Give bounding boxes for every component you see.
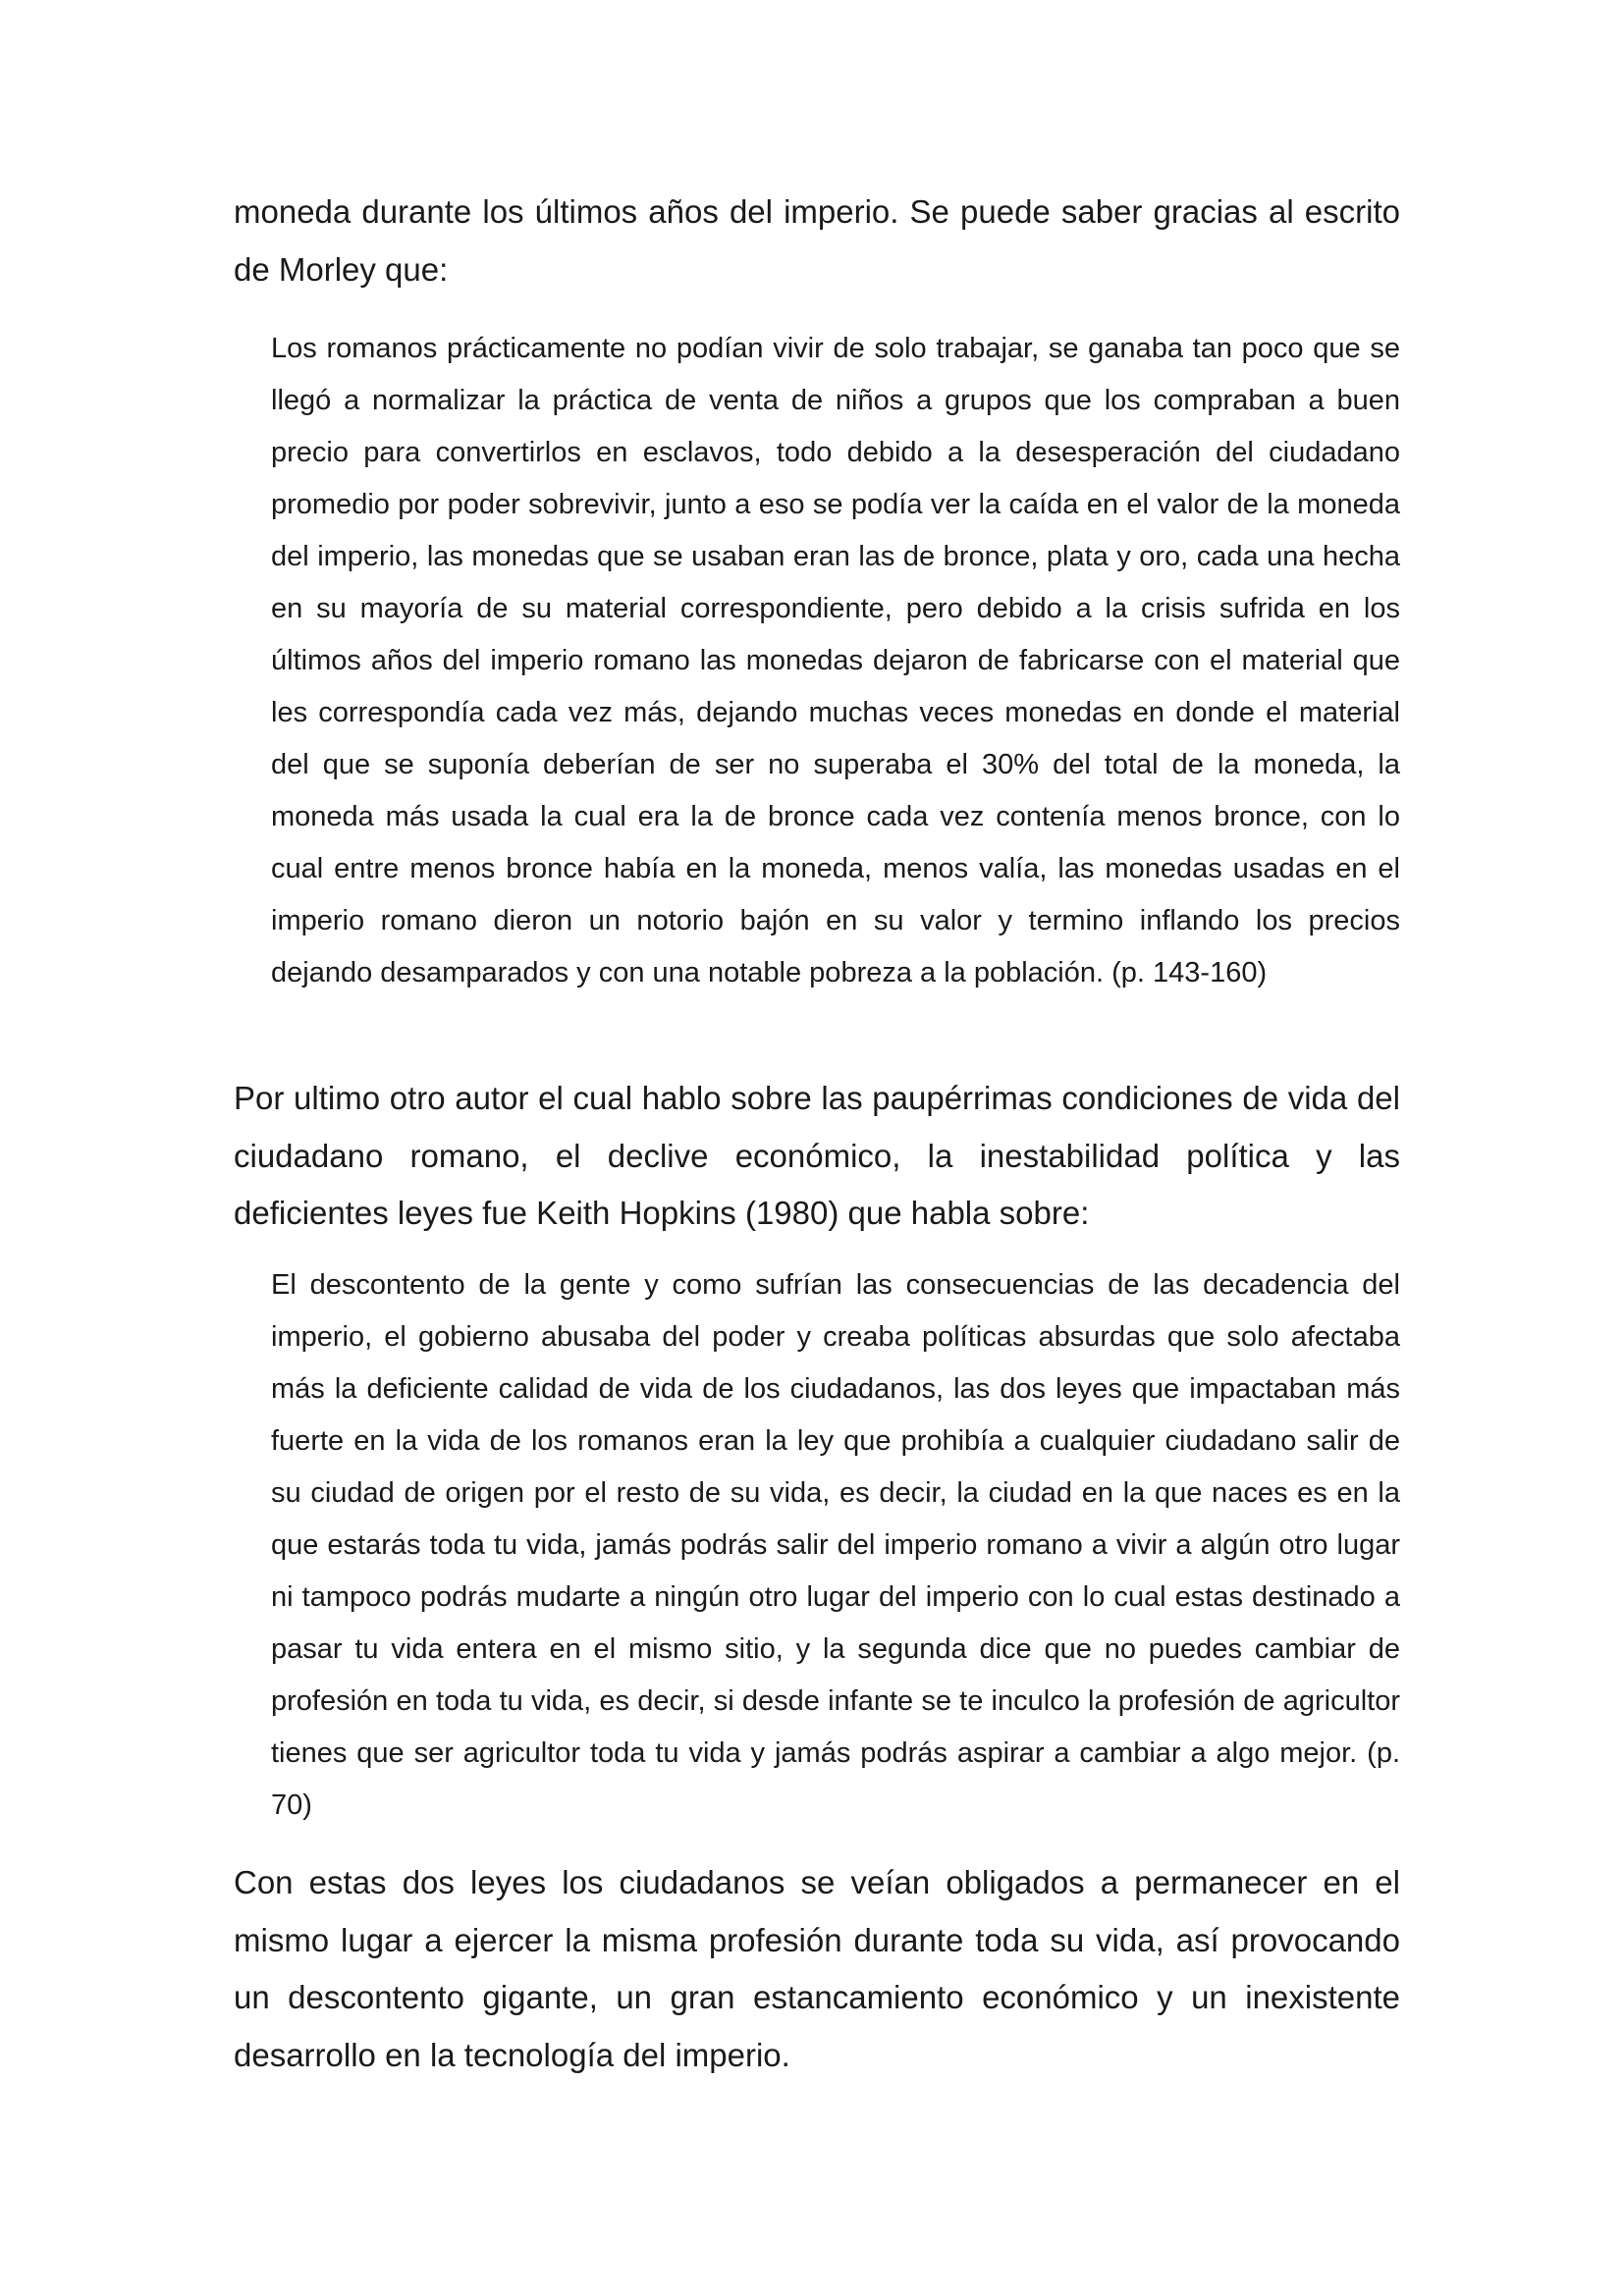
body-paragraph-1: moneda durante los últimos años del imperio. Se puede saber gracias al escrito de Morley que: [234, 193, 1400, 288]
body-paragraph-2: Por ultimo otro autor el cual hablo sobre las paupérrimas condiciones de vida del ciudadano romano, el declive económico, la inestabilidad política y las deficientes leyes fue Keith Hopkins (1980) que habla sobre: [234, 1080, 1400, 1231]
block-quote-morley: Los romanos prácticamente no podían vivir de solo trabajar, se ganaba tan poco que se llegó a normalizar la práctica de venta de niños a grupos que los compraban a buen precio para convertirlos en esclavos, todo debido a la desesperación del ciudadano promedio por poder sobrevivir, junto a eso se podía ver la caída en el valor de la moneda del imperio, las monedas que se usaban eran las de bronce, plata y oro, cada una hecha en su mayoría de su material correspondiente, pero debido a la crisis sufrida en los últimos años del imperio romano las monedas dejaron de fabricarse con el material que les correspondía cada vez más, dejando muchas veces monedas en donde el material del que se suponía deberían de ser no superaba el 30% del total de la moneda, la moneda más usada la cual era la de bronce cada vez contenía menos bronce, con lo cual entre menos bronce había en la moneda, menos valía, las monedas usadas en el imperio romano dieron un notorio bajón en su valor y termino inflando los precios dejando desamparados y con una notable pobreza a la población. (p. 143-160) [271, 333, 1400, 988]
block-quote-hopkins: El descontento de la gente y como sufrían las consecuencias de las decadencia del imperio, el gobierno abusaba del poder y creaba políticas absurdas que solo afectaba más la deficiente calidad de vida de los ciudadanos, las dos leyes que impactaban más fuerte en la vida de los romanos eran la ley que prohibía a cualquier ciudadano salir de su ciudad de origen por el resto de su vida, es decir, la ciudad en la que naces es en la que estarás toda tu vida, jamás podrás salir del imperio romano a vivir a algún otro lugar ni tampoco podrás mudarte a ningún otro lugar del imperio con lo cual estas destinado a pasar tu vida entera en el mismo sitio, y la segunda dice que no puedes cambiar de profesión en toda tu vida, es decir, si desde infante se te inculco la profesión de agricultor tienes que ser agricultor toda tu vida y jamás podrás aspirar a cambiar a algo mejor. (p. 70) [271, 1269, 1400, 1821]
body-paragraph-3: Con estas dos leyes los ciudadanos se veían obligados a permanecer en el mismo lugar a ejercer la misma profesión durante toda su vida, así provocando un descontento gigante, un gran estancamiento económico y un inexistente desarrollo en la tecnología del imperio. [234, 1864, 1400, 2073]
